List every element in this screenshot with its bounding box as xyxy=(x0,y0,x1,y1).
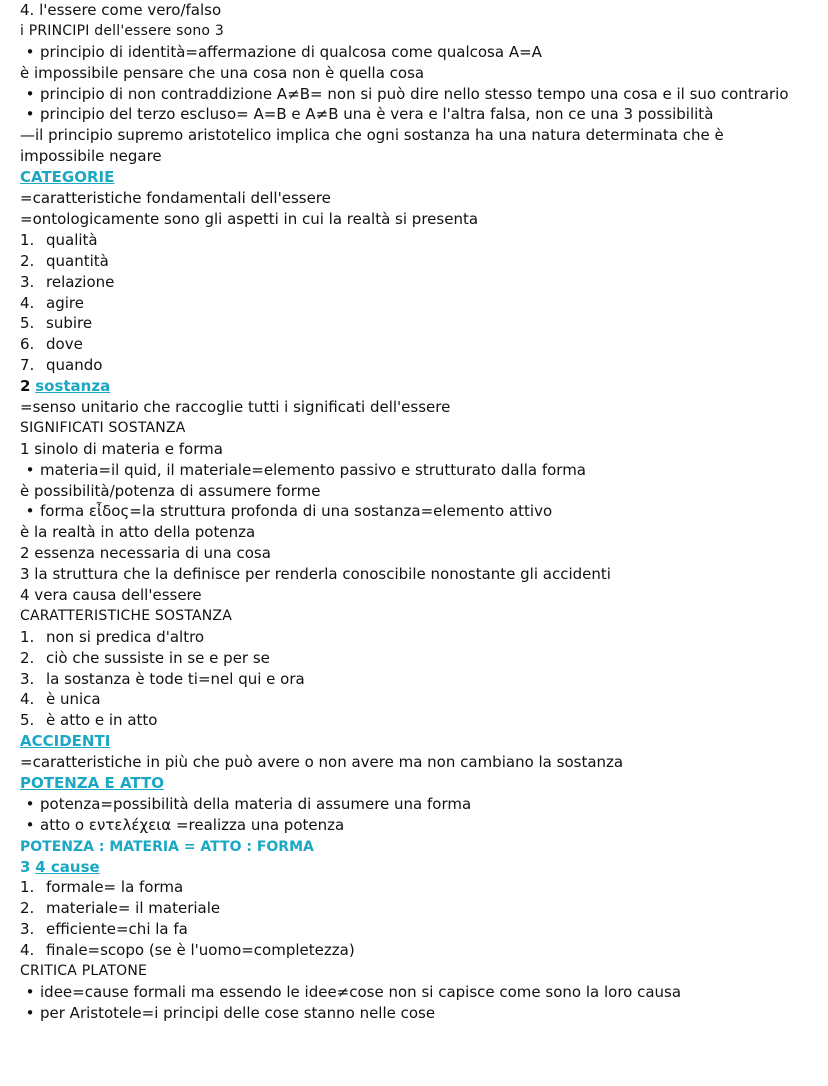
bullet-text: atto o εντελέχεια =realizza una potenza xyxy=(40,815,345,834)
list-number: 2. xyxy=(20,251,35,270)
note-line: è possibilità/potenza di assumere forme xyxy=(20,481,321,500)
bullet-text: materia=il quid, il materiale=elemento passivo e strutturato dalla forma xyxy=(40,460,586,479)
note-line: =caratteristiche fondamentali dell'essere xyxy=(20,189,331,208)
bullet-text: forma εἶδος=la struttura profonda di una sostanza=elemento attivo xyxy=(40,502,553,521)
list-item xyxy=(20,272,804,293)
list-text: formale= la forma xyxy=(46,878,184,897)
note-line: 1 sinolo di materia e forma xyxy=(20,439,223,458)
list-item xyxy=(20,313,804,334)
bullet-icon: • xyxy=(25,105,35,124)
list-text: è unica xyxy=(46,690,101,709)
bullet-item xyxy=(20,982,804,1003)
list-text: materiale= il materiale xyxy=(46,899,221,918)
list-number: 1. xyxy=(20,627,35,646)
heading-row xyxy=(20,836,804,857)
note-line: —il principio supremo aristotelico implica che ogni sostanza ha una natura determinata che è impossibile negare xyxy=(20,126,724,166)
note-line: 2 essenza necessaria di una cosa xyxy=(20,544,271,563)
note-line: 3 la struttura che la definisce per renderla conoscibile nonostante gli accidenti xyxy=(20,565,611,584)
list-item xyxy=(20,355,804,376)
note-line: i PRINCIPI dell'essere sono 3 xyxy=(20,22,224,39)
list-item xyxy=(20,898,804,919)
list-item xyxy=(20,293,804,314)
heading-sostanza: sostanza xyxy=(35,377,111,396)
note-line: è la realtà in atto della potenza xyxy=(20,523,256,542)
heading-accidenti: ACCIDENTI xyxy=(20,732,111,751)
list-number: 4. xyxy=(20,690,35,709)
list-text: efficiente=chi la fa xyxy=(46,920,188,939)
list-text: subire xyxy=(46,314,93,333)
list-item xyxy=(20,627,804,648)
list-text: la sostanza è tode ti=nel qui e ora xyxy=(46,669,305,688)
formula-line: POTENZA : MATERIA = ATTO : FORMA xyxy=(20,838,314,855)
list-item xyxy=(20,334,804,355)
bullet-text: principio di identità=affermazione di qualcosa come qualcosa A=A xyxy=(40,42,542,61)
list-item xyxy=(20,669,804,690)
bullet-text: principio di non contraddizione A≠B= non si può dire nello stesso tempo una cosa e il suo contrario xyxy=(40,84,789,103)
bullet-icon: • xyxy=(25,1003,35,1022)
list-item xyxy=(20,648,804,669)
list-number: 1. xyxy=(20,230,35,249)
list-number: 7. xyxy=(20,356,35,375)
bullet-item xyxy=(20,42,804,63)
list-number: 4. xyxy=(20,941,35,960)
note-line: CRITICA PLATONE xyxy=(20,963,148,980)
heading-potenza-atto: POTENZA E ATTO xyxy=(20,774,164,792)
list-text: dove xyxy=(46,335,83,354)
bullet-item xyxy=(20,794,804,815)
note-line: =caratteristiche in più che può avere o non avere ma non cambiano la sostanza xyxy=(20,753,624,772)
bullet-icon: • xyxy=(25,815,35,834)
list-item xyxy=(20,251,804,272)
note-line: =ontologicamente sono gli aspetti in cui la realtà si presenta xyxy=(20,209,479,228)
bullet-text: potenza=possibilità della materia di assumere una forma xyxy=(40,794,472,813)
list-number: 2. xyxy=(20,899,35,918)
heading-row xyxy=(20,167,804,188)
list-item xyxy=(20,919,804,940)
note-line: CARATTERISTICHE SOSTANZA xyxy=(20,607,233,624)
list-number: 2. xyxy=(20,648,35,667)
note-line: è impossibile pensare che una cosa non è quella cosa xyxy=(20,63,425,82)
list-text: non si predica d'altro xyxy=(46,627,205,646)
list-number: 3. xyxy=(20,669,35,688)
list-item xyxy=(20,940,804,961)
list-item xyxy=(20,689,804,710)
note-line: =senso unitario che raccoglie tutti i significati dell'essere xyxy=(20,397,451,416)
bullet-item xyxy=(20,84,804,105)
list-item xyxy=(20,230,804,251)
bullet-item xyxy=(20,815,804,836)
heading-prefix: 3 xyxy=(20,857,31,876)
bullet-icon: • xyxy=(25,794,35,813)
bullet-item xyxy=(20,501,804,522)
bullet-icon: • xyxy=(25,502,35,521)
heading-row xyxy=(20,731,804,752)
list-text: ciò che sussiste in se e per se xyxy=(46,648,270,667)
list-text: relazione xyxy=(46,272,115,291)
list-text: finale=scopo (se è l'uomo=completezza) xyxy=(46,941,355,960)
bullet-icon: • xyxy=(25,982,35,1001)
heading-row xyxy=(20,773,804,794)
list-number: 3. xyxy=(20,920,35,939)
heading-cause: 4 cause xyxy=(35,857,100,876)
bullet-text: per Aristotele=i principi delle cose stanno nelle cose xyxy=(40,1003,436,1022)
list-number: 5. xyxy=(20,314,35,333)
bullet-icon: • xyxy=(25,42,35,61)
note-line: 4. l'essere come vero/falso xyxy=(20,1,222,19)
list-number: 4. xyxy=(20,293,35,312)
note-line: 4 vera causa dell'essere xyxy=(20,585,202,604)
list-text: qualità xyxy=(46,230,98,249)
bullet-text: idee=cause formali ma essendo le idee≠cose non si capisce come sono la loro causa xyxy=(40,982,682,1001)
bullet-item xyxy=(20,460,804,481)
list-number: 1. xyxy=(20,878,35,897)
bullet-icon: • xyxy=(25,84,35,103)
heading-prefix: 2 xyxy=(20,377,31,396)
list-item xyxy=(20,877,804,898)
list-number: 6. xyxy=(20,335,35,354)
heading-categorie: CATEGORIE xyxy=(20,168,115,187)
list-text: è atto e in atto xyxy=(46,711,158,730)
list-text: quando xyxy=(46,356,103,375)
bullet-icon: • xyxy=(25,460,35,479)
note-line: SIGNIFICATI SOSTANZA xyxy=(20,419,186,436)
list-item xyxy=(20,710,804,731)
bullet-item xyxy=(20,104,804,125)
list-text: quantità xyxy=(46,251,109,270)
bullet-item xyxy=(20,1003,804,1024)
bullet-text: principio del terzo escluso= A=B e A≠B una è vera e l'altra falsa, non ce una 3 possibilità xyxy=(40,105,714,124)
list-number: 5. xyxy=(20,711,35,730)
heading-row xyxy=(20,376,804,397)
list-text: agire xyxy=(46,293,84,312)
heading-row xyxy=(20,857,804,878)
list-number: 3. xyxy=(20,272,35,291)
